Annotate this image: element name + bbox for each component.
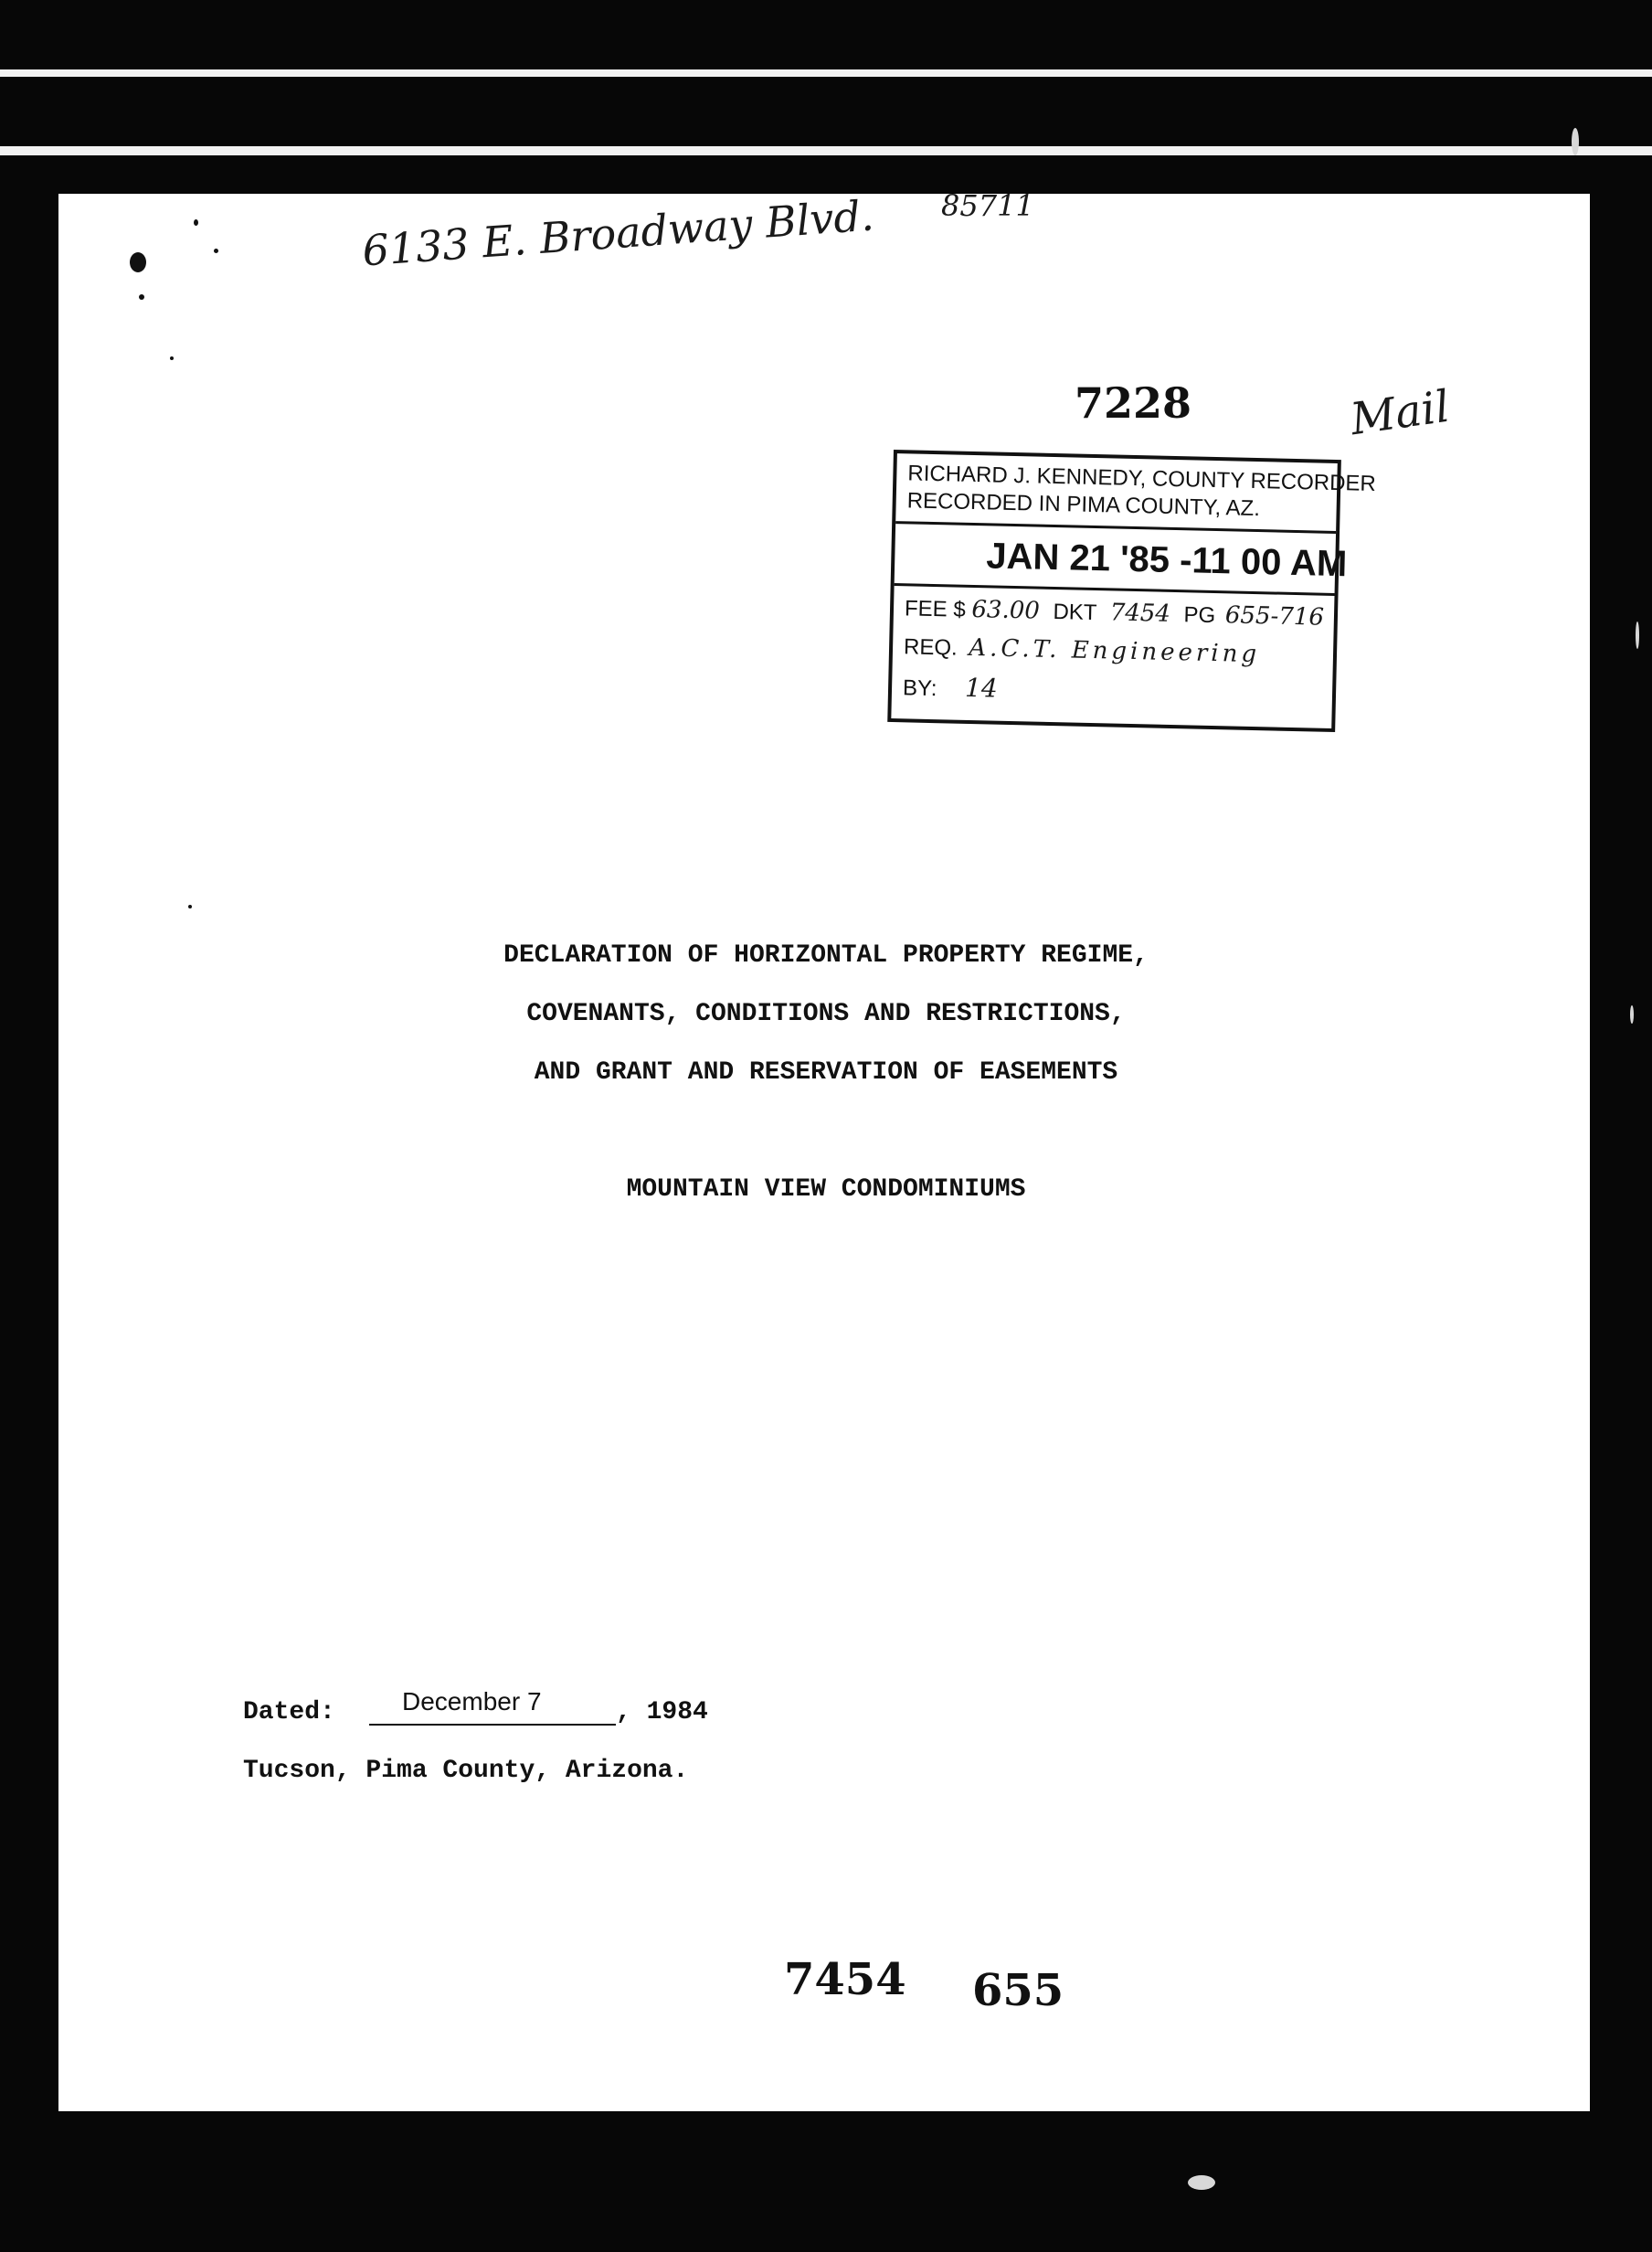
footer-docket-number: 7454 bbox=[784, 1954, 906, 2005]
stamp-fee-label: FEE $ bbox=[904, 596, 967, 622]
stamp-divider bbox=[895, 583, 1335, 596]
handwritten-corner-note: Mail bbox=[1347, 380, 1453, 446]
scan-speck bbox=[130, 252, 146, 272]
scan-speck bbox=[188, 905, 192, 908]
scan-edge-line-top bbox=[0, 69, 1652, 77]
handwritten-address: 6133 E. Broadway Blvd. bbox=[360, 190, 876, 276]
stamp-by-label: BY: bbox=[902, 675, 937, 702]
scan-speck bbox=[1636, 621, 1639, 649]
document-number: 7228 bbox=[1075, 378, 1192, 428]
scan-speck bbox=[214, 249, 218, 253]
stamp-recorded-in: RECORDED IN PIMA COUNTY, AZ. bbox=[906, 488, 1261, 522]
dated-label: Dated: bbox=[243, 1698, 335, 1726]
stamp-dkt-value: 7454 bbox=[1109, 599, 1171, 628]
stamp-pg-label: PG bbox=[1183, 602, 1216, 629]
stamp-dkt-label: DKT bbox=[1053, 600, 1097, 626]
scan-speck bbox=[170, 356, 174, 360]
stamp-date-time: JAN 21 '85 -11 00 AM bbox=[985, 536, 1348, 585]
stamp-by-row bbox=[903, 671, 998, 703]
dated-place: Tucson, Pima County, Arizona. bbox=[243, 1757, 689, 1785]
stamp-req-row bbox=[904, 632, 1261, 668]
footer-page-number: 655 bbox=[972, 1965, 1064, 2016]
scan-speck bbox=[194, 219, 198, 226]
stamp-req-label: REQ. bbox=[903, 634, 958, 661]
title-line-1: DECLARATION OF HORIZONTAL PROPERTY REGIME, bbox=[503, 941, 1149, 970]
stamp-divider bbox=[895, 521, 1336, 534]
stamp-req-value: A.C.T. Engineering bbox=[969, 633, 1261, 669]
stamp-recorder-name: RICHARD J. KENNEDY, COUNTY RECORDER bbox=[907, 461, 1377, 496]
stamp-pg-value: 655-716 bbox=[1224, 601, 1325, 632]
dated-underline bbox=[369, 1724, 616, 1726]
stamp-fee-value: 63.00 bbox=[971, 595, 1041, 625]
dated-year: , 1984 bbox=[616, 1698, 708, 1726]
recorder-stamp bbox=[887, 450, 1377, 732]
scan-edge-line-lower bbox=[0, 146, 1652, 155]
stamp-by-value: 14 bbox=[964, 672, 999, 704]
scan-speck bbox=[1572, 128, 1579, 155]
dated-value: December 7 bbox=[402, 1687, 542, 1716]
handwritten-zip: 85711 bbox=[941, 188, 1034, 223]
document-subtitle: MOUNTAIN VIEW CONDOMINIUMS bbox=[626, 1175, 1026, 1204]
scan-speck bbox=[139, 294, 144, 300]
title-line-3: AND GRANT AND RESERVATION OF EASEMENTS bbox=[534, 1058, 1118, 1087]
stamp-fee-row bbox=[905, 594, 1325, 631]
title-line-2: COVENANTS, CONDITIONS AND RESTRICTIONS, bbox=[526, 1000, 1126, 1028]
scan-speck bbox=[1188, 2175, 1215, 2190]
